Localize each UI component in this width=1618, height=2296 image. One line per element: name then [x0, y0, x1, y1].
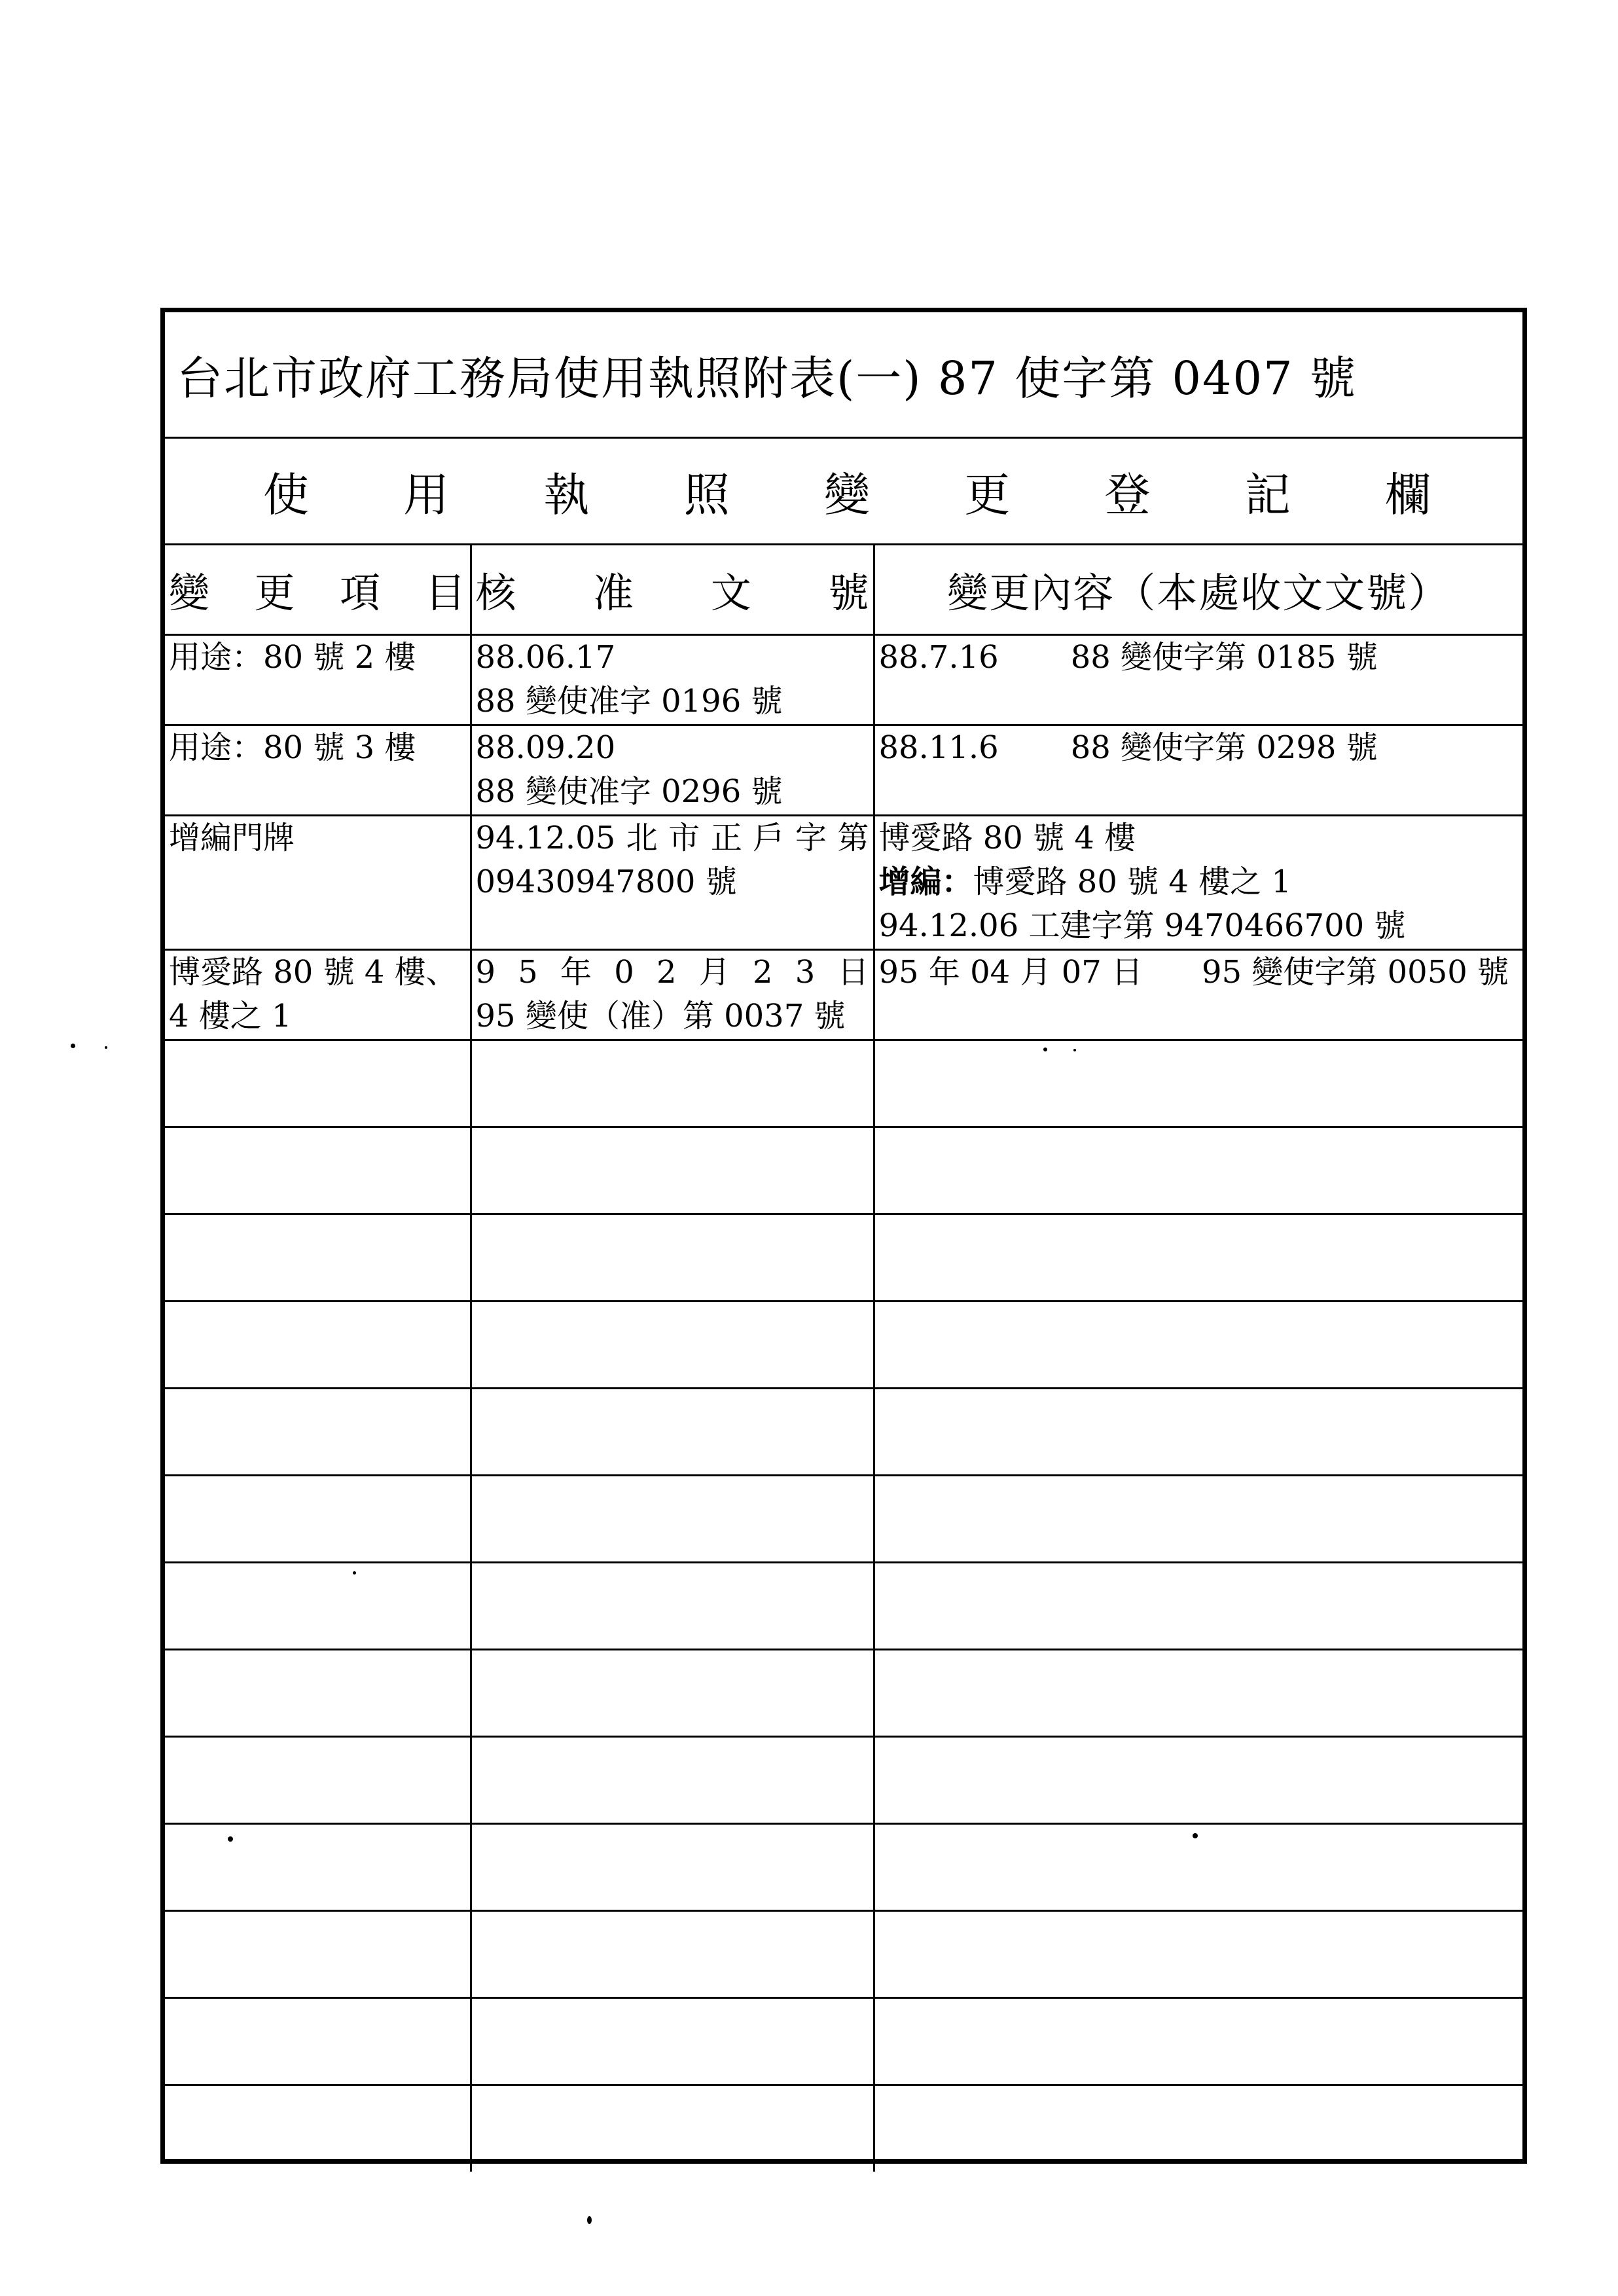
- empty-table-row: [165, 1040, 1522, 1127]
- cell-change-content: [874, 1301, 1522, 1388]
- table-row: [165, 815, 1522, 949]
- cell-change-content: [874, 1388, 1522, 1475]
- cell-change-content: [874, 1649, 1522, 1736]
- empty-table-row: [165, 1127, 1522, 1214]
- cell-change-content: [874, 949, 1522, 1040]
- cell-change-item: [165, 1214, 471, 1301]
- header-char: 變: [169, 568, 210, 617]
- scan-speck: [71, 1044, 75, 1048]
- empty-table-row: [165, 1649, 1522, 1736]
- cell-change-item: [165, 1997, 471, 2085]
- approval-part: 字: [795, 819, 827, 856]
- approval-part: 市: [668, 819, 700, 856]
- header-approval-number: [471, 545, 874, 634]
- subtitle-char: 變: [824, 467, 870, 522]
- empty-table-row: [165, 1388, 1522, 1475]
- form-title: [165, 312, 1522, 439]
- cell-approval-number: [471, 1388, 874, 1475]
- scan-speck: [353, 1571, 356, 1575]
- cell-change-content: [874, 725, 1522, 815]
- change-receipt-number: 95 變使字第 0050 號: [1202, 953, 1509, 991]
- approval-part: 5: [518, 953, 538, 991]
- cell-change-content: [874, 1040, 1522, 1127]
- cell-change-content: [874, 1562, 1522, 1649]
- subtitle-char: 欄: [1385, 467, 1431, 522]
- cell-change-content: [874, 815, 1522, 949]
- cell-change-content: [874, 1823, 1522, 1910]
- cell-change-content: [874, 1127, 1522, 1214]
- change-item-text: 用途：80 號 3 樓: [169, 729, 416, 766]
- change-receipt-date: 88.7.16: [878, 638, 999, 676]
- cell-change-item: [165, 1823, 471, 1910]
- cell-approval-number: [471, 1649, 874, 1736]
- cell-change-item: [165, 1649, 471, 1736]
- change-receipt-date: 88.11.6: [878, 729, 999, 766]
- scan-speck: [1043, 1048, 1047, 1051]
- cell-approval-number: [471, 1910, 874, 1997]
- approval-part: 第: [837, 819, 869, 856]
- cell-change-item: [165, 634, 471, 725]
- change-content-reference: 94.12.06 工建字第 9470466700 號: [878, 907, 1406, 944]
- approval-number: 95 變使（准）第 0037 號: [475, 997, 846, 1034]
- approval-part: 戶: [753, 819, 785, 856]
- empty-table-row: [165, 1823, 1522, 1910]
- header-char: 准: [593, 568, 634, 617]
- approval-part: 日: [837, 953, 869, 991]
- empty-table-row: [165, 1736, 1522, 1823]
- subtitle-char: 用: [403, 467, 450, 522]
- cell-change-content: [874, 1997, 1522, 2085]
- cell-approval-number: [471, 1214, 874, 1301]
- cell-change-item: [165, 1040, 471, 1127]
- cell-change-item: [165, 949, 471, 1040]
- empty-table-row: [165, 1997, 1522, 2085]
- cell-change-item: [165, 1127, 471, 1214]
- change-item-text: 博愛路 80 號 4 樓、: [169, 953, 458, 991]
- table-row: [165, 634, 1522, 725]
- change-item-text: 4 樓之 1: [169, 997, 292, 1034]
- cell-approval-number: [471, 725, 874, 815]
- cell-change-content: [874, 1214, 1522, 1301]
- cell-change-item: [165, 1736, 471, 1823]
- cell-change-item: [165, 1562, 471, 1649]
- cell-approval-number: [471, 634, 874, 725]
- cell-change-item: [165, 2085, 471, 2172]
- header-char: 核: [475, 568, 516, 617]
- change-receipt-date: 95 年 04 月 07 日: [878, 953, 1143, 991]
- header-change-content: [874, 545, 1522, 634]
- subtitle-char: 使: [263, 467, 309, 522]
- empty-table-row: [165, 1301, 1522, 1388]
- approval-part: 2: [752, 953, 773, 991]
- subtitle-char: 記: [1244, 467, 1291, 522]
- approval-part: 0: [614, 953, 634, 991]
- approval-part: 年: [560, 953, 592, 991]
- change-record-table: [165, 545, 1522, 2172]
- cell-approval-number: [471, 949, 874, 1040]
- cell-change-content: [874, 1910, 1522, 1997]
- cell-approval-number: [471, 1475, 874, 1562]
- header-change-item: [165, 545, 471, 634]
- empty-table-row: [165, 1475, 1522, 1562]
- approval-part: 9: [475, 953, 496, 991]
- scan-speck: [1193, 1833, 1198, 1838]
- header-char: 文: [710, 568, 751, 617]
- cell-change-item: [165, 725, 471, 815]
- cell-approval-number: [471, 1562, 874, 1649]
- form-title-text: 台北市政府工務局使用執照附表(一) 87 使字第 0407 號: [177, 351, 1357, 405]
- change-content-address: 博愛路 80 號 4 樓: [878, 819, 1136, 856]
- section-subtitle: [165, 439, 1522, 545]
- subtitle-char: 照: [683, 467, 730, 522]
- cell-change-item: [165, 1910, 471, 1997]
- approval-part: 正: [710, 819, 742, 856]
- approval-date: 88.09.20: [475, 729, 616, 766]
- cell-change-item: [165, 1475, 471, 1562]
- scan-speck: [1073, 1049, 1076, 1051]
- cell-approval-number: [471, 1736, 874, 1823]
- cell-approval-number: [471, 1997, 874, 2085]
- empty-table-row: [165, 2085, 1522, 2172]
- approval-number: 88 變使准字 0296 號: [475, 773, 783, 810]
- cell-approval-number: [471, 1301, 874, 1388]
- empty-table-row: [165, 1562, 1522, 1649]
- table-row: [165, 725, 1522, 815]
- scan-speck: [105, 1046, 107, 1049]
- usage-permit-appendix-form: [160, 308, 1527, 2164]
- change-item-text: 用途：80 號 2 樓: [169, 638, 416, 676]
- cell-approval-number: [471, 815, 874, 949]
- change-receipt-number: 88 變使字第 0185 號: [1070, 638, 1378, 676]
- approval-part: 月: [698, 953, 730, 991]
- header-char: 更: [254, 568, 295, 617]
- empty-table-row: [165, 1214, 1522, 1301]
- cell-change-content: [874, 1475, 1522, 1562]
- approval-line-justified: [476, 816, 869, 860]
- added-address-value: 博愛路 80 號 4 樓之 1: [973, 863, 1291, 900]
- scan-speck: [228, 1836, 233, 1842]
- empty-table-row: [165, 1910, 1522, 1997]
- approval-line-justified: [476, 951, 869, 994]
- cell-approval-number: [471, 1127, 874, 1214]
- cell-change-content: [874, 1736, 1522, 1823]
- approval-part: 94.12.05: [475, 819, 616, 856]
- cell-approval-number: [471, 2085, 874, 2172]
- cell-change-content: [874, 634, 1522, 725]
- table-header-row: [165, 545, 1522, 634]
- approval-part: 2: [656, 953, 677, 991]
- approval-part: 3: [795, 953, 816, 991]
- added-address-label: 增編：: [878, 863, 973, 900]
- cell-approval-number: [471, 1823, 874, 1910]
- change-receipt-number: 88 變使字第 0298 號: [1070, 729, 1378, 766]
- approval-date: 88.06.17: [475, 638, 616, 676]
- approval-part: 北: [626, 819, 658, 856]
- cell-approval-number: [471, 1040, 874, 1127]
- header-char: 目: [425, 568, 466, 617]
- table-row: [165, 949, 1522, 1040]
- cell-change-item: [165, 1301, 471, 1388]
- header-change-content-text: 變更內容（本處收文文號）: [947, 568, 1450, 617]
- approval-number: 09430947800 號: [475, 863, 737, 900]
- subtitle-char: 更: [964, 467, 1011, 522]
- cell-change-item: [165, 1388, 471, 1475]
- subtitle-char: 登: [1104, 467, 1151, 522]
- scan-speck: [587, 2216, 592, 2224]
- change-item-text: 增編門牌: [169, 819, 295, 856]
- approval-number: 88 變使准字 0196 號: [475, 682, 783, 720]
- header-char: 項: [339, 568, 380, 617]
- cell-change-content: [874, 2085, 1522, 2172]
- cell-change-item: [165, 815, 471, 949]
- subtitle-char: 執: [543, 467, 590, 522]
- header-char: 號: [828, 568, 869, 617]
